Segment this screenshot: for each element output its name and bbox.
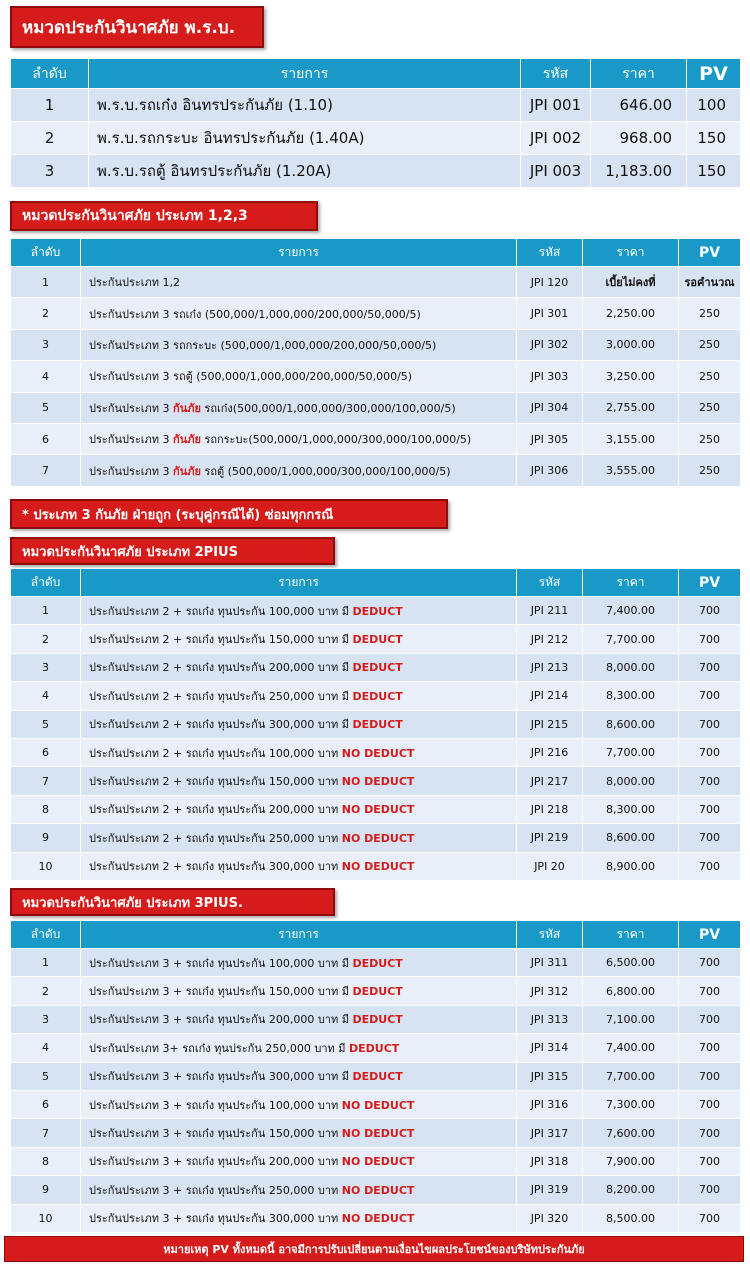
table-row: [11, 710, 741, 738]
row-price: 8,600.00: [583, 710, 679, 738]
col-header-no: ลำดับ: [11, 59, 89, 89]
section1-title-banner: [10, 6, 264, 48]
row-item-suffix: รถกระบะ(500,000/1,000,000/300,000/100,000/5): [200, 433, 472, 447]
row-item-text: ประกันประเภท 3 + รถเก๋ง ทุนประกัน 300,000 บาท: [89, 1212, 342, 1226]
row-number: 7: [11, 455, 81, 486]
row-deduct-tag: NO DEDUCT: [341, 775, 415, 789]
table-row: [11, 1147, 741, 1175]
row-number: 2: [11, 625, 81, 653]
table-row: [11, 625, 741, 653]
row-pv: 700: [679, 1176, 741, 1204]
row-deduct-tag: DEDUCT: [349, 1041, 400, 1055]
row-item-text: ประกันประเภท 3 รถตู้ (500,000/1,000,000/200,000/50,000/5): [89, 370, 413, 384]
row-deduct-tag: DEDUCT: [352, 633, 403, 647]
row-item-text: ประกันประเภท 3 รถเก๋ง (500,000/1,000,000/200,000/50,000/5): [89, 307, 421, 321]
col-header-pv: PV: [679, 569, 741, 597]
row-item-text: ประกันประเภท 3 + รถเก๋ง ทุนประกัน 150,000 บาท มี: [89, 985, 353, 999]
col-header-item: รายการ: [81, 921, 517, 949]
row-code: JPI 305: [517, 423, 583, 454]
row-price: 7,700.00: [583, 738, 679, 766]
row-item-text: ประกันประเภท 2 + รถเก๋ง ทุนประกัน 250,000 บาท มี: [89, 689, 353, 703]
row-number: 1: [11, 597, 81, 625]
row-pv: 250: [679, 455, 741, 486]
table-header-row: [11, 239, 741, 267]
row-price: 7,300.00: [583, 1090, 679, 1118]
row-pv: 700: [679, 1119, 741, 1147]
row-price: 7,400.00: [583, 597, 679, 625]
table-row: [11, 89, 741, 122]
row-item: [81, 1062, 517, 1090]
row-deduct-tag: NO DEDUCT: [341, 1098, 415, 1112]
col-header-price: ราคา: [591, 59, 687, 89]
row-item-suffix: รถตู้ (500,000/1,000,000/300,000/100,000/5): [200, 464, 451, 478]
row-item-suffix: รถเก๋ง(500,000/1,000,000/300,000/100,000/5): [200, 401, 456, 415]
row-number: 1: [11, 89, 89, 122]
row-code: JPI 317: [517, 1119, 583, 1147]
row-pv: 250: [679, 361, 741, 392]
row-code: JPI 120: [517, 267, 583, 298]
row-item: [81, 597, 517, 625]
section1-title: หมวดประกันวินาศภัย พ.ร.บ.: [22, 17, 236, 38]
row-item-text: ประกันประเภท 3 + รถเก๋ง ทุนประกัน 250,000 บาท: [89, 1183, 342, 1197]
row-pv: 700: [679, 710, 741, 738]
row-item: [81, 455, 517, 486]
row-number: 3: [11, 653, 81, 681]
table-row: [11, 597, 741, 625]
row-price: 8,600.00: [583, 824, 679, 852]
row-code: JPI 001: [521, 89, 591, 122]
table-header-row: [11, 59, 741, 89]
row-code: JPI 312: [517, 977, 583, 1005]
row-number: 4: [11, 682, 81, 710]
row-price: 8,200.00: [583, 1176, 679, 1204]
row-item: พ.ร.บ.รถกระบะ อินทรประกันภัย (1.40A): [89, 122, 521, 155]
row-pv: 700: [679, 738, 741, 766]
row-item-text: ประกันประเภท 3: [89, 433, 174, 447]
row-item: [81, 852, 517, 880]
row-item: [81, 298, 517, 329]
row-pv: 700: [679, 1147, 741, 1175]
row-price: 7,100.00: [583, 1005, 679, 1033]
row-number: 8: [11, 795, 81, 823]
row-item: พ.ร.บ.รถเก๋ง อินทรประกันภัย (1.10): [89, 89, 521, 122]
row-pv: 100: [687, 89, 741, 122]
row-item: [81, 392, 517, 423]
row-price: 8,000.00: [583, 653, 679, 681]
row-item: [81, 795, 517, 823]
col-header-pv: PV: [687, 59, 741, 89]
row-price: 2,250.00: [583, 298, 679, 329]
row-price: 3,000.00: [583, 329, 679, 360]
row-item: [81, 329, 517, 360]
section2-title-banner: [10, 201, 318, 231]
row-pv: 700: [679, 653, 741, 681]
table-row: [11, 155, 741, 188]
row-price: 8,500.00: [583, 1204, 679, 1232]
row-code: JPI 003: [521, 155, 591, 188]
row-price: 8,300.00: [583, 795, 679, 823]
table-row: [11, 1062, 741, 1090]
row-price: 8,000.00: [583, 767, 679, 795]
row-pv: 700: [679, 625, 741, 653]
row-pv: 700: [679, 682, 741, 710]
row-price: 1,183.00: [591, 155, 687, 188]
row-pv: 250: [679, 423, 741, 454]
row-number: 6: [11, 1090, 81, 1118]
row-code: JPI 213: [517, 653, 583, 681]
row-code: JPI 217: [517, 767, 583, 795]
table-row: [11, 1090, 741, 1118]
table-row: [11, 423, 741, 454]
row-price: 3,155.00: [583, 423, 679, 454]
row-number: 2: [11, 298, 81, 329]
row-pv: 700: [679, 949, 741, 977]
row-code: JPI 218: [517, 795, 583, 823]
row-number: 6: [11, 738, 81, 766]
row-code: JPI 316: [517, 1090, 583, 1118]
row-pv: 700: [679, 1090, 741, 1118]
row-price: 968.00: [591, 122, 687, 155]
row-price: 8,300.00: [583, 682, 679, 710]
row-number: 5: [11, 392, 81, 423]
col-header-no: ลำดับ: [11, 921, 81, 949]
row-code: JPI 212: [517, 625, 583, 653]
row-pv: 700: [679, 767, 741, 795]
row-price: เบี้ยไม่คงที่: [583, 267, 679, 298]
row-number: 10: [11, 1204, 81, 1232]
row-code: JPI 311: [517, 949, 583, 977]
row-deduct-tag: NO DEDUCT: [341, 860, 415, 874]
row-number: 10: [11, 852, 81, 880]
row-deduct-tag: NO DEDUCT: [341, 1155, 415, 1169]
footer-note-text: หมายเหตุ PV ทั้งหมดนี้ อาจมีการปรับเปลี่ยนตามเงื่อนไขผลประโยชน์ของบริษัทประกันภัย: [163, 1243, 585, 1256]
type3-note: * ประเภท 3 กันภัย ฝ่ายถูก (ระบุคู่กรณีได้) ซ่อมทุกกรณี: [22, 507, 334, 523]
row-number: 6: [11, 423, 81, 454]
row-price: 6,500.00: [583, 949, 679, 977]
row-item-text: ประกันประเภท 2 + รถเก๋ง ทุนประกัน 300,000 บาท มี: [89, 718, 353, 732]
table-header-row: [11, 569, 741, 597]
row-number: 4: [11, 1034, 81, 1062]
row-item-text: ประกันประเภท 3 + รถเก๋ง ทุนประกัน 100,000 บาท มี: [89, 956, 353, 970]
row-number: 4: [11, 361, 81, 392]
row-deduct-tag: DEDUCT: [352, 956, 403, 970]
row-code: JPI 315: [517, 1062, 583, 1090]
row-item-text: ประกันประเภท 3 + รถเก๋ง ทุนประกัน 150,000 บาท: [89, 1127, 342, 1141]
row-item-text: ประกันประเภท 2 + รถเก๋ง ทุนประกัน 150,000 บาท มี: [89, 633, 353, 647]
row-item: [81, 977, 517, 1005]
row-number: 2: [11, 977, 81, 1005]
col-header-code: รหัส: [517, 921, 583, 949]
row-item-text: ประกันประเภท 2 + รถเก๋ง ทุนประกัน 150,000 บาท: [89, 775, 342, 789]
section4-title-banner: [10, 888, 335, 916]
table-row: [11, 122, 741, 155]
row-pv: 150: [687, 122, 741, 155]
row-number: 8: [11, 1147, 81, 1175]
row-code: JPI 002: [521, 122, 591, 155]
row-pv: 150: [687, 155, 741, 188]
col-header-pv: PV: [679, 239, 741, 267]
row-item-text: ประกันประเภท 3: [89, 464, 174, 478]
row-item: [81, 1034, 517, 1062]
col-header-price: ราคา: [583, 921, 679, 949]
row-pv: 700: [679, 1034, 741, 1062]
row-item-text: ประกันประเภท 3 + รถเก๋ง ทุนประกัน 200,000 บาท: [89, 1155, 342, 1169]
table-row: [11, 455, 741, 486]
row-deduct-tag: DEDUCT: [352, 604, 403, 618]
table-row: [11, 795, 741, 823]
table-row: [11, 1005, 741, 1033]
table-row: [11, 361, 741, 392]
table-row: [11, 1176, 741, 1204]
row-price: 2,755.00: [583, 392, 679, 423]
row-deduct-tag: NO DEDUCT: [341, 1183, 415, 1197]
row-item: [81, 949, 517, 977]
row-deduct-tag: DEDUCT: [352, 1070, 403, 1084]
row-deduct-tag: DEDUCT: [352, 985, 403, 999]
table-row: [11, 392, 741, 423]
section4-title: หมวดประกันวินาศภัย ประเภท 3PIUS.: [22, 895, 243, 911]
row-number: 7: [11, 1119, 81, 1147]
col-header-item: รายการ: [81, 569, 517, 597]
row-item: [81, 767, 517, 795]
section3-title-banner: [10, 537, 335, 565]
row-pv: 700: [679, 795, 741, 823]
section2-title: หมวดประกันวินาศภัย ประเภท 1,2,3: [22, 208, 248, 224]
row-price: 3,250.00: [583, 361, 679, 392]
col-header-no: ลำดับ: [11, 239, 81, 267]
row-price: 646.00: [591, 89, 687, 122]
row-number: 5: [11, 710, 81, 738]
col-header-item: รายการ: [89, 59, 521, 89]
row-code: JPI 216: [517, 738, 583, 766]
type3-note-banner: [10, 499, 448, 529]
table-row: [11, 767, 741, 795]
row-code: JPI 20: [517, 852, 583, 880]
row-code: JPI 304: [517, 392, 583, 423]
table-row: [11, 682, 741, 710]
table-row: [11, 852, 741, 880]
col-header-no: ลำดับ: [11, 569, 81, 597]
section3-title: หมวดประกันวินาศภัย ประเภท 2PIUS: [22, 544, 238, 560]
table-row: [11, 977, 741, 1005]
row-code: JPI 215: [517, 710, 583, 738]
row-price: 3,555.00: [583, 455, 679, 486]
row-price: 7,900.00: [583, 1147, 679, 1175]
row-item-text: ประกันประเภท 3 + รถเก๋ง ทุนประกัน 200,000 บาท มี: [89, 1013, 353, 1027]
row-deduct-tag: NO DEDUCT: [341, 746, 415, 760]
table-row: [11, 824, 741, 852]
row-deduct-tag: NO DEDUCT: [341, 831, 415, 845]
row-item: [81, 1204, 517, 1232]
col-header-item: รายการ: [81, 239, 517, 267]
row-item: พ.ร.บ.รถตู้ อินทรประกันภัย (1.20A): [89, 155, 521, 188]
row-code: JPI 320: [517, 1204, 583, 1232]
row-number: 5: [11, 1062, 81, 1090]
row-deduct-tag: DEDUCT: [352, 689, 403, 703]
col-header-price: ราคา: [583, 239, 679, 267]
table-row: [11, 267, 741, 298]
row-item-text: ประกันประเภท 2 + รถเก๋ง ทุนประกัน 100,000 บาท มี: [89, 604, 353, 618]
row-deduct-tag: NO DEDUCT: [341, 803, 415, 817]
row-pv: 700: [679, 1062, 741, 1090]
row-pv: 700: [679, 1005, 741, 1033]
row-price: 7,700.00: [583, 1062, 679, 1090]
row-item: [81, 267, 517, 298]
row-item: [81, 1147, 517, 1175]
row-deduct-tag: NO DEDUCT: [341, 1212, 415, 1226]
table-row: [11, 1119, 741, 1147]
row-item-text: ประกันประเภท 1,2: [89, 276, 181, 290]
table-row: [11, 329, 741, 360]
row-item-highlight: กันภัย: [173, 433, 201, 447]
row-pv: 700: [679, 852, 741, 880]
row-number: 2: [11, 122, 89, 155]
row-code: JPI 302: [517, 329, 583, 360]
row-pv: 700: [679, 977, 741, 1005]
row-item: [81, 710, 517, 738]
section1-table: [10, 58, 741, 188]
table-row: [11, 1034, 741, 1062]
table-row: [11, 298, 741, 329]
row-item-text: ประกันประเภท 3+ รถเก๋ง ทุนประกัน 250,000 บาท มี: [89, 1041, 349, 1055]
row-item: [81, 625, 517, 653]
row-item-text: ประกันประเภท 3 รถกระบะ (500,000/1,000,000/200,000/50,000/5): [89, 338, 437, 352]
row-code: JPI 301: [517, 298, 583, 329]
row-deduct-tag: DEDUCT: [352, 661, 403, 675]
row-number: 3: [11, 1005, 81, 1033]
row-code: JPI 306: [517, 455, 583, 486]
row-item-text: ประกันประเภท 3 + รถเก๋ง ทุนประกัน 300,000 บาท มี: [89, 1070, 353, 1084]
row-item-text: ประกันประเภท 2 + รถเก๋ง ทุนประกัน 300,000 บาท: [89, 860, 342, 874]
row-code: JPI 319: [517, 1176, 583, 1204]
col-header-code: รหัส: [517, 239, 583, 267]
row-number: 9: [11, 824, 81, 852]
row-item: [81, 1090, 517, 1118]
row-item: [81, 361, 517, 392]
row-pv: 250: [679, 298, 741, 329]
row-price: 8,900.00: [583, 852, 679, 880]
row-item-text: ประกันประเภท 2 + รถเก๋ง ทุนประกัน 200,000 บาท มี: [89, 661, 353, 675]
row-code: JPI 313: [517, 1005, 583, 1033]
col-header-pv: PV: [679, 921, 741, 949]
row-number: 1: [11, 949, 81, 977]
row-number: 7: [11, 767, 81, 795]
row-item: [81, 1176, 517, 1204]
row-pv: รอคำนวณ: [679, 267, 741, 298]
row-code: JPI 219: [517, 824, 583, 852]
col-header-code: รหัส: [517, 569, 583, 597]
row-code: JPI 318: [517, 1147, 583, 1175]
row-item-text: ประกันประเภท 2 + รถเก๋ง ทุนประกัน 250,000 บาท: [89, 831, 342, 845]
row-pv: 700: [679, 597, 741, 625]
row-price: 7,600.00: [583, 1119, 679, 1147]
row-price: 6,800.00: [583, 977, 679, 1005]
row-item: [81, 423, 517, 454]
table-header-row: [11, 921, 741, 949]
section4-table: [10, 920, 741, 1233]
row-item: [81, 738, 517, 766]
row-number: 3: [11, 329, 81, 360]
row-pv: 700: [679, 824, 741, 852]
row-item: [81, 653, 517, 681]
row-deduct-tag: DEDUCT: [352, 1013, 403, 1027]
table-row: [11, 949, 741, 977]
table-row: [11, 1204, 741, 1232]
row-item-highlight: กันภัย: [173, 401, 201, 415]
row-item-text: ประกันประเภท 3: [89, 401, 174, 415]
row-item-text: ประกันประเภท 3 + รถเก๋ง ทุนประกัน 100,000 บาท: [89, 1098, 342, 1112]
row-item-text: ประกันประเภท 2 + รถเก๋ง ทุนประกัน 200,000 บาท: [89, 803, 342, 817]
section3-table: [10, 568, 741, 881]
row-deduct-tag: NO DEDUCT: [341, 1127, 415, 1141]
row-code: JPI 211: [517, 597, 583, 625]
row-item: [81, 682, 517, 710]
row-number: 1: [11, 267, 81, 298]
row-item: [81, 824, 517, 852]
table-row: [11, 738, 741, 766]
section2-table: [10, 238, 741, 487]
row-pv: 250: [679, 329, 741, 360]
col-header-code: รหัส: [521, 59, 591, 89]
row-item: [81, 1005, 517, 1033]
row-item-highlight: กันภัย: [173, 464, 201, 478]
row-pv: 700: [679, 1204, 741, 1232]
col-header-price: ราคา: [583, 569, 679, 597]
row-number: 3: [11, 155, 89, 188]
row-pv: 250: [679, 392, 741, 423]
table-row: [11, 653, 741, 681]
row-price: 7,400.00: [583, 1034, 679, 1062]
row-number: 9: [11, 1176, 81, 1204]
footer-note: [4, 1236, 744, 1262]
row-code: JPI 303: [517, 361, 583, 392]
row-code: JPI 214: [517, 682, 583, 710]
row-item: [81, 1119, 517, 1147]
row-item-text: ประกันประเภท 2 + รถเก๋ง ทุนประกัน 100,000 บาท: [89, 746, 342, 760]
row-deduct-tag: DEDUCT: [352, 718, 403, 732]
row-code: JPI 314: [517, 1034, 583, 1062]
row-price: 7,700.00: [583, 625, 679, 653]
